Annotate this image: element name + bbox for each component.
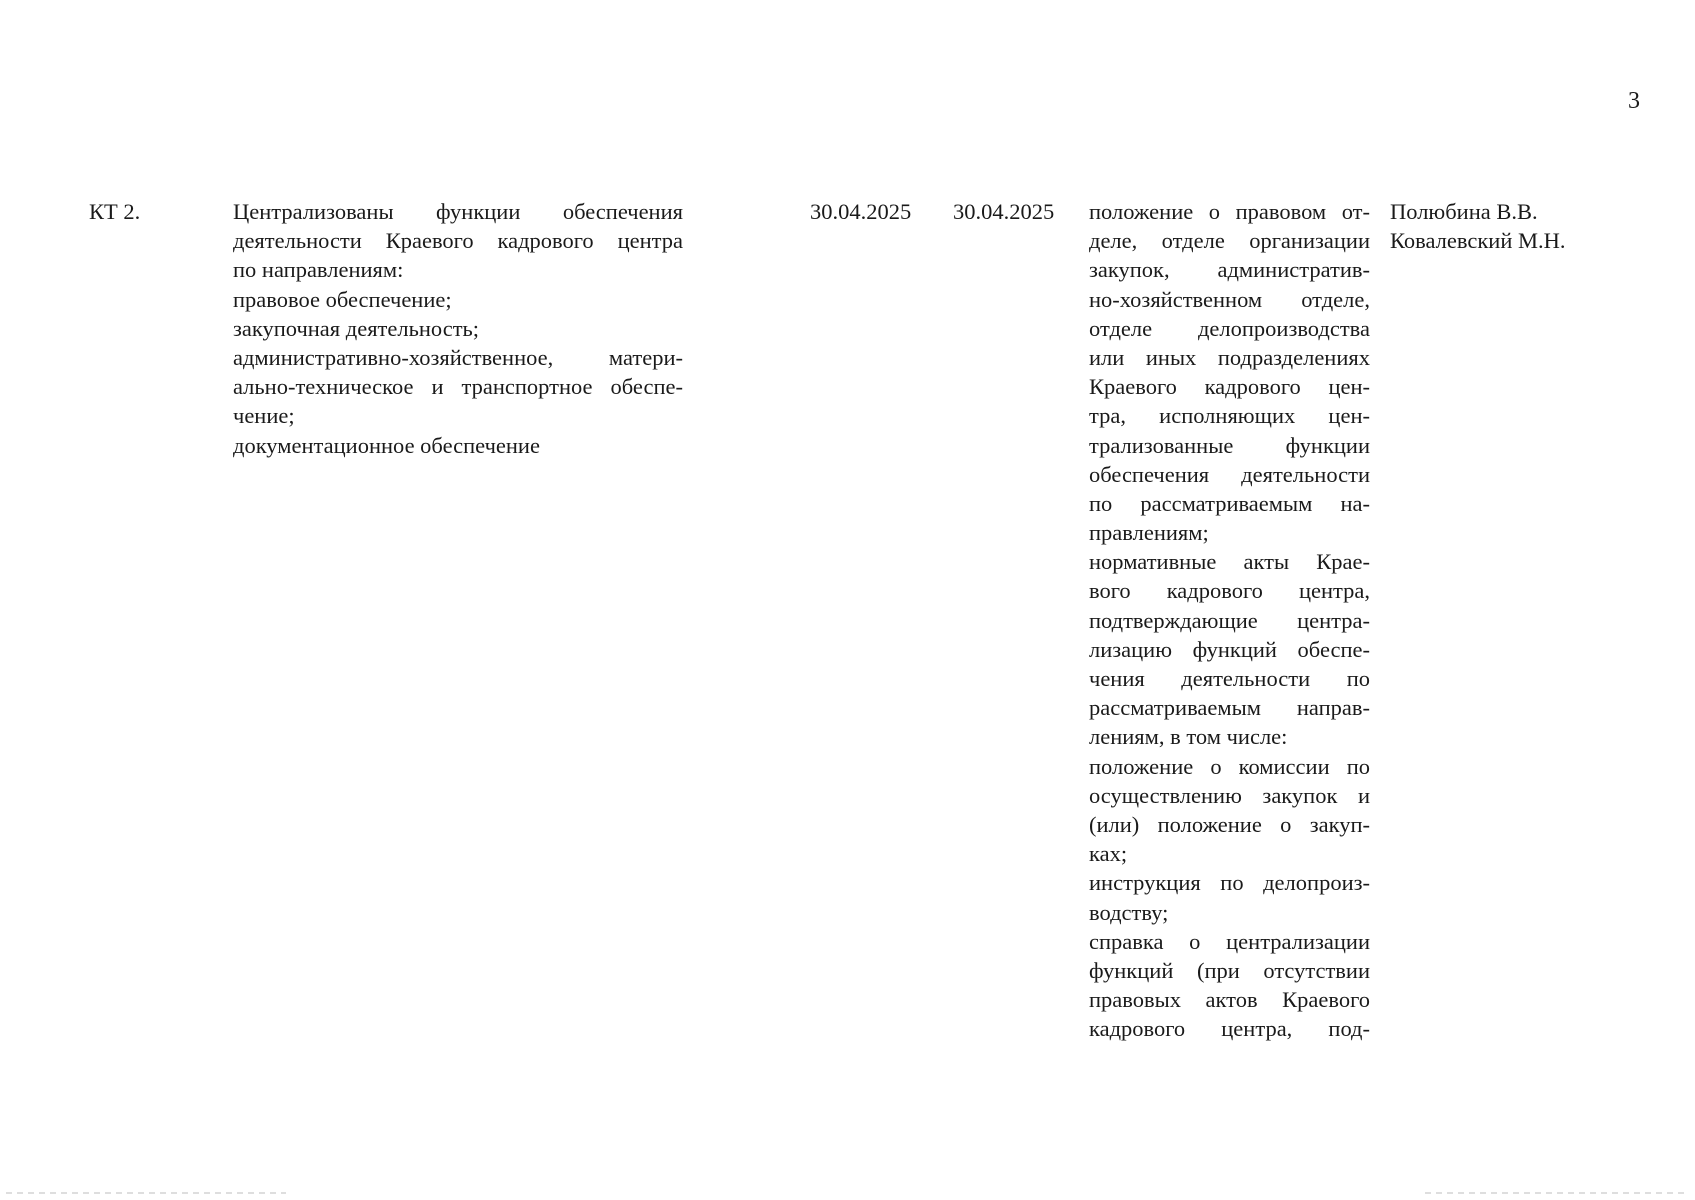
control-point-number-text: КТ 2. — [89, 199, 141, 224]
doc-line: закупок, административ- — [1089, 257, 1370, 283]
event-line: административно-хозяйственное, матери- — [233, 344, 683, 370]
resp-line: Полюбина В.В. — [1390, 199, 1538, 224]
doc-line: справка о централизации — [1089, 928, 1370, 954]
event-line: правовое обеспечение; — [233, 286, 452, 312]
doc-line: Краевого кадрового цен- — [1089, 374, 1370, 400]
doc-line: лениям, в том числе: — [1089, 724, 1288, 750]
event-line: деятельности Краевого кадрового центра — [233, 228, 683, 254]
event-line: Централизованы функции обеспечения — [233, 199, 683, 224]
control-point-number — [89, 197, 189, 226]
doc-line: отделе делопроизводства — [1089, 315, 1370, 341]
doc-line: правлениям; — [1089, 520, 1209, 546]
doc-line: ках; — [1089, 841, 1128, 867]
doc-line: или иных подразделениях — [1089, 344, 1370, 370]
doc-line: правовых актов Краевого — [1089, 987, 1370, 1013]
doc-line: кадрового центра, под- — [1089, 1016, 1370, 1042]
event-line: по направлениям: — [233, 257, 404, 283]
end-date — [953, 197, 1073, 226]
doc-line: вого кадрового центра, — [1089, 578, 1370, 604]
doc-line: положение о правовом от- — [1089, 199, 1370, 224]
doc-line: инструкция по делопроиз- — [1089, 870, 1370, 896]
doc-line: функций (при отсутствии — [1089, 957, 1370, 983]
doc-line: осуществлению закупок и — [1089, 782, 1370, 808]
event-line: чение; — [233, 403, 295, 429]
scan-artifact — [1425, 1192, 1685, 1194]
result-document — [1089, 197, 1370, 1043]
resp-line: Ковалевский М.Н. — [1390, 228, 1566, 254]
doc-line: водству; — [1089, 899, 1169, 925]
doc-line: подтверждающие центра- — [1089, 607, 1370, 633]
doc-line: деле, отделе организации — [1089, 228, 1370, 254]
doc-line: по рассматриваемым на- — [1089, 490, 1370, 516]
page-number: 3 — [1628, 88, 1640, 114]
doc-line: рассматриваемым направ- — [1089, 695, 1370, 721]
doc-line: (или) положение о закуп- — [1089, 811, 1370, 837]
start-date-text: 30.04.2025 — [810, 199, 912, 224]
doc-line: чения деятельности по — [1089, 666, 1370, 691]
doc-line: трализованные функции — [1089, 432, 1370, 458]
event-line: ально-техническое и транспортное обеспе- — [233, 374, 683, 400]
start-date — [810, 197, 930, 226]
doc-line: положение о комиссии по — [1089, 753, 1370, 779]
scan-artifact — [6, 1192, 286, 1194]
doc-line: тра, исполняющих цен- — [1089, 403, 1370, 429]
responsible-persons — [1390, 197, 1640, 255]
doc-line: лизацию функций обеспе- — [1089, 636, 1370, 662]
event-line: закупочная деятельность; — [233, 315, 480, 341]
doc-line: обеспечения деятельности — [1089, 461, 1370, 487]
doc-line: но-хозяйственном отделе, — [1089, 286, 1370, 312]
event-line: документационное обеспечение — [233, 432, 540, 458]
event-description — [233, 197, 683, 460]
end-date-text: 30.04.2025 — [953, 199, 1055, 224]
doc-line: нормативные акты Крае- — [1089, 549, 1370, 575]
